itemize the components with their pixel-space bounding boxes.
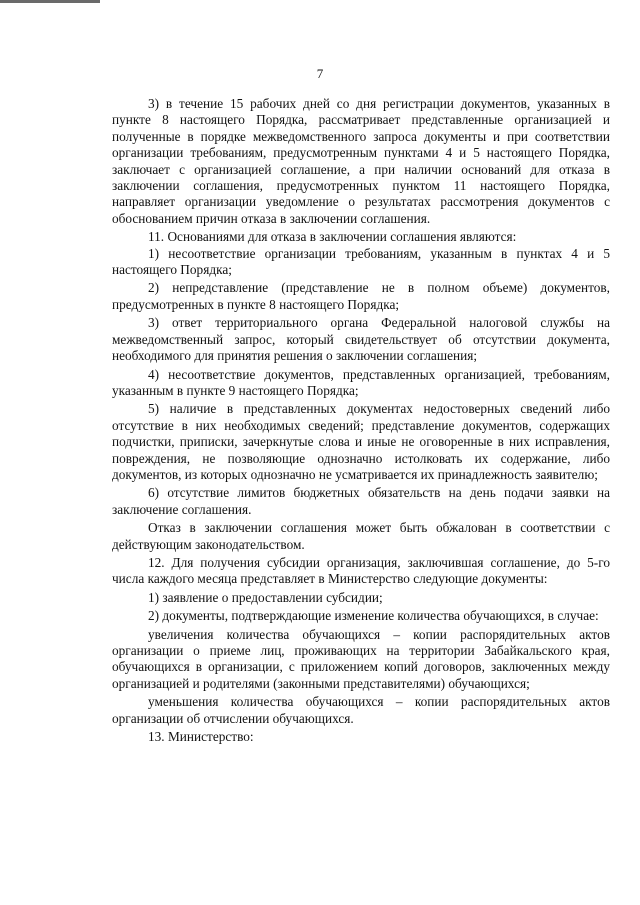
paragraph-refusal-5: 5) наличие в представленных документах недостоверных сведений либо отсутствие в них необходимых сведений; представление документов, содержащих подчистки, приписки, зачеркнутые слова и иные не оговоренные в них исправления, повреждения, не позволяющие однозначно истолковать их содержание, либо документов, из которых однозначно не усматривается их принадлежность заявителю; <box>112 401 610 482</box>
paragraph-refusal-3: 3) ответ территориального органа Федеральной налоговой службы на межведомственный запрос, который свидетельствует об отсутствии документа, необходимого для принятия решения о заключении соглашения; <box>112 315 610 364</box>
paragraph-docs-2: 2) документы, подтверждающие изменение количества обучающихся, в случае: <box>148 608 599 624</box>
paragraph-refusal-4: 4) несоответствие документов, представленных организацией, требованиям, указанным в пункте 9 настоящего Порядка; <box>112 366 610 398</box>
page-number: 7 <box>316 66 324 81</box>
paragraph-clause-13: 13. Министерство: <box>148 729 254 745</box>
paragraph-appeal: Отказ в заключении соглашения может быть обжалован в соответствии с действующим законодательством. <box>112 520 610 552</box>
paragraph-clause-12: 12. Для получения субсидии организация, заключившая соглашение, до 5-го числа каждого месяца представляет в Министерство следующие документы: <box>112 554 610 587</box>
paragraph-clause-11: 11. Основаниями для отказа в заключении соглашения являются: <box>148 229 517 245</box>
paragraph-refusal-2: 2) непредставление (представление не в полном объеме) документов, предусмотренных в пункте 8 настоящего Порядка; <box>112 280 610 312</box>
paragraph-decrease: уменьшения количества обучающихся – копии распорядительных актов организации об отчислении обучающихся. <box>112 694 610 726</box>
paragraph-increase: увеличения количества обучающихся – копии распорядительных актов организации о приеме лиц, проживающих на территории Забайкальского края, обучающихся в организации, с приложением копий договоров, заключенных между организацией и родителями (законными представителями) обучающихся; <box>112 626 610 691</box>
paragraph-docs-1: 1) заявление о предоставлении субсидии; <box>148 589 383 605</box>
paragraph-refusal-1: 1) несоответствие организации требованиям, указанным в пунктах 4 и 5 настоящего Порядка; <box>112 245 610 278</box>
paragraph-refusal-6: 6) отсутствие лимитов бюджетных обязательств на день подачи заявки на заключение соглашения. <box>112 485 610 517</box>
scan-edge-mark <box>0 0 100 3</box>
document-body <box>112 96 610 745</box>
paragraph-item-3: 3) в течение 15 рабочих дней со дня регистрации документов, указанных в пункте 8 настоящего Порядка, рассматривает представленные организацией и полученные в порядке межведомственного запроса документы и при соответствии организации требованиям, предусмотренным пунктами 4 и 5 настоящего Порядка, заключает с организацией соглашение, а при наличии оснований для отказа в заключении соглашения, предусмотренных пунктом 11 настоящего Порядка, направляет организации уведомление о результатах рассмотрения документов с обоснованием причин отказа в заключении соглашения. <box>112 96 610 226</box>
